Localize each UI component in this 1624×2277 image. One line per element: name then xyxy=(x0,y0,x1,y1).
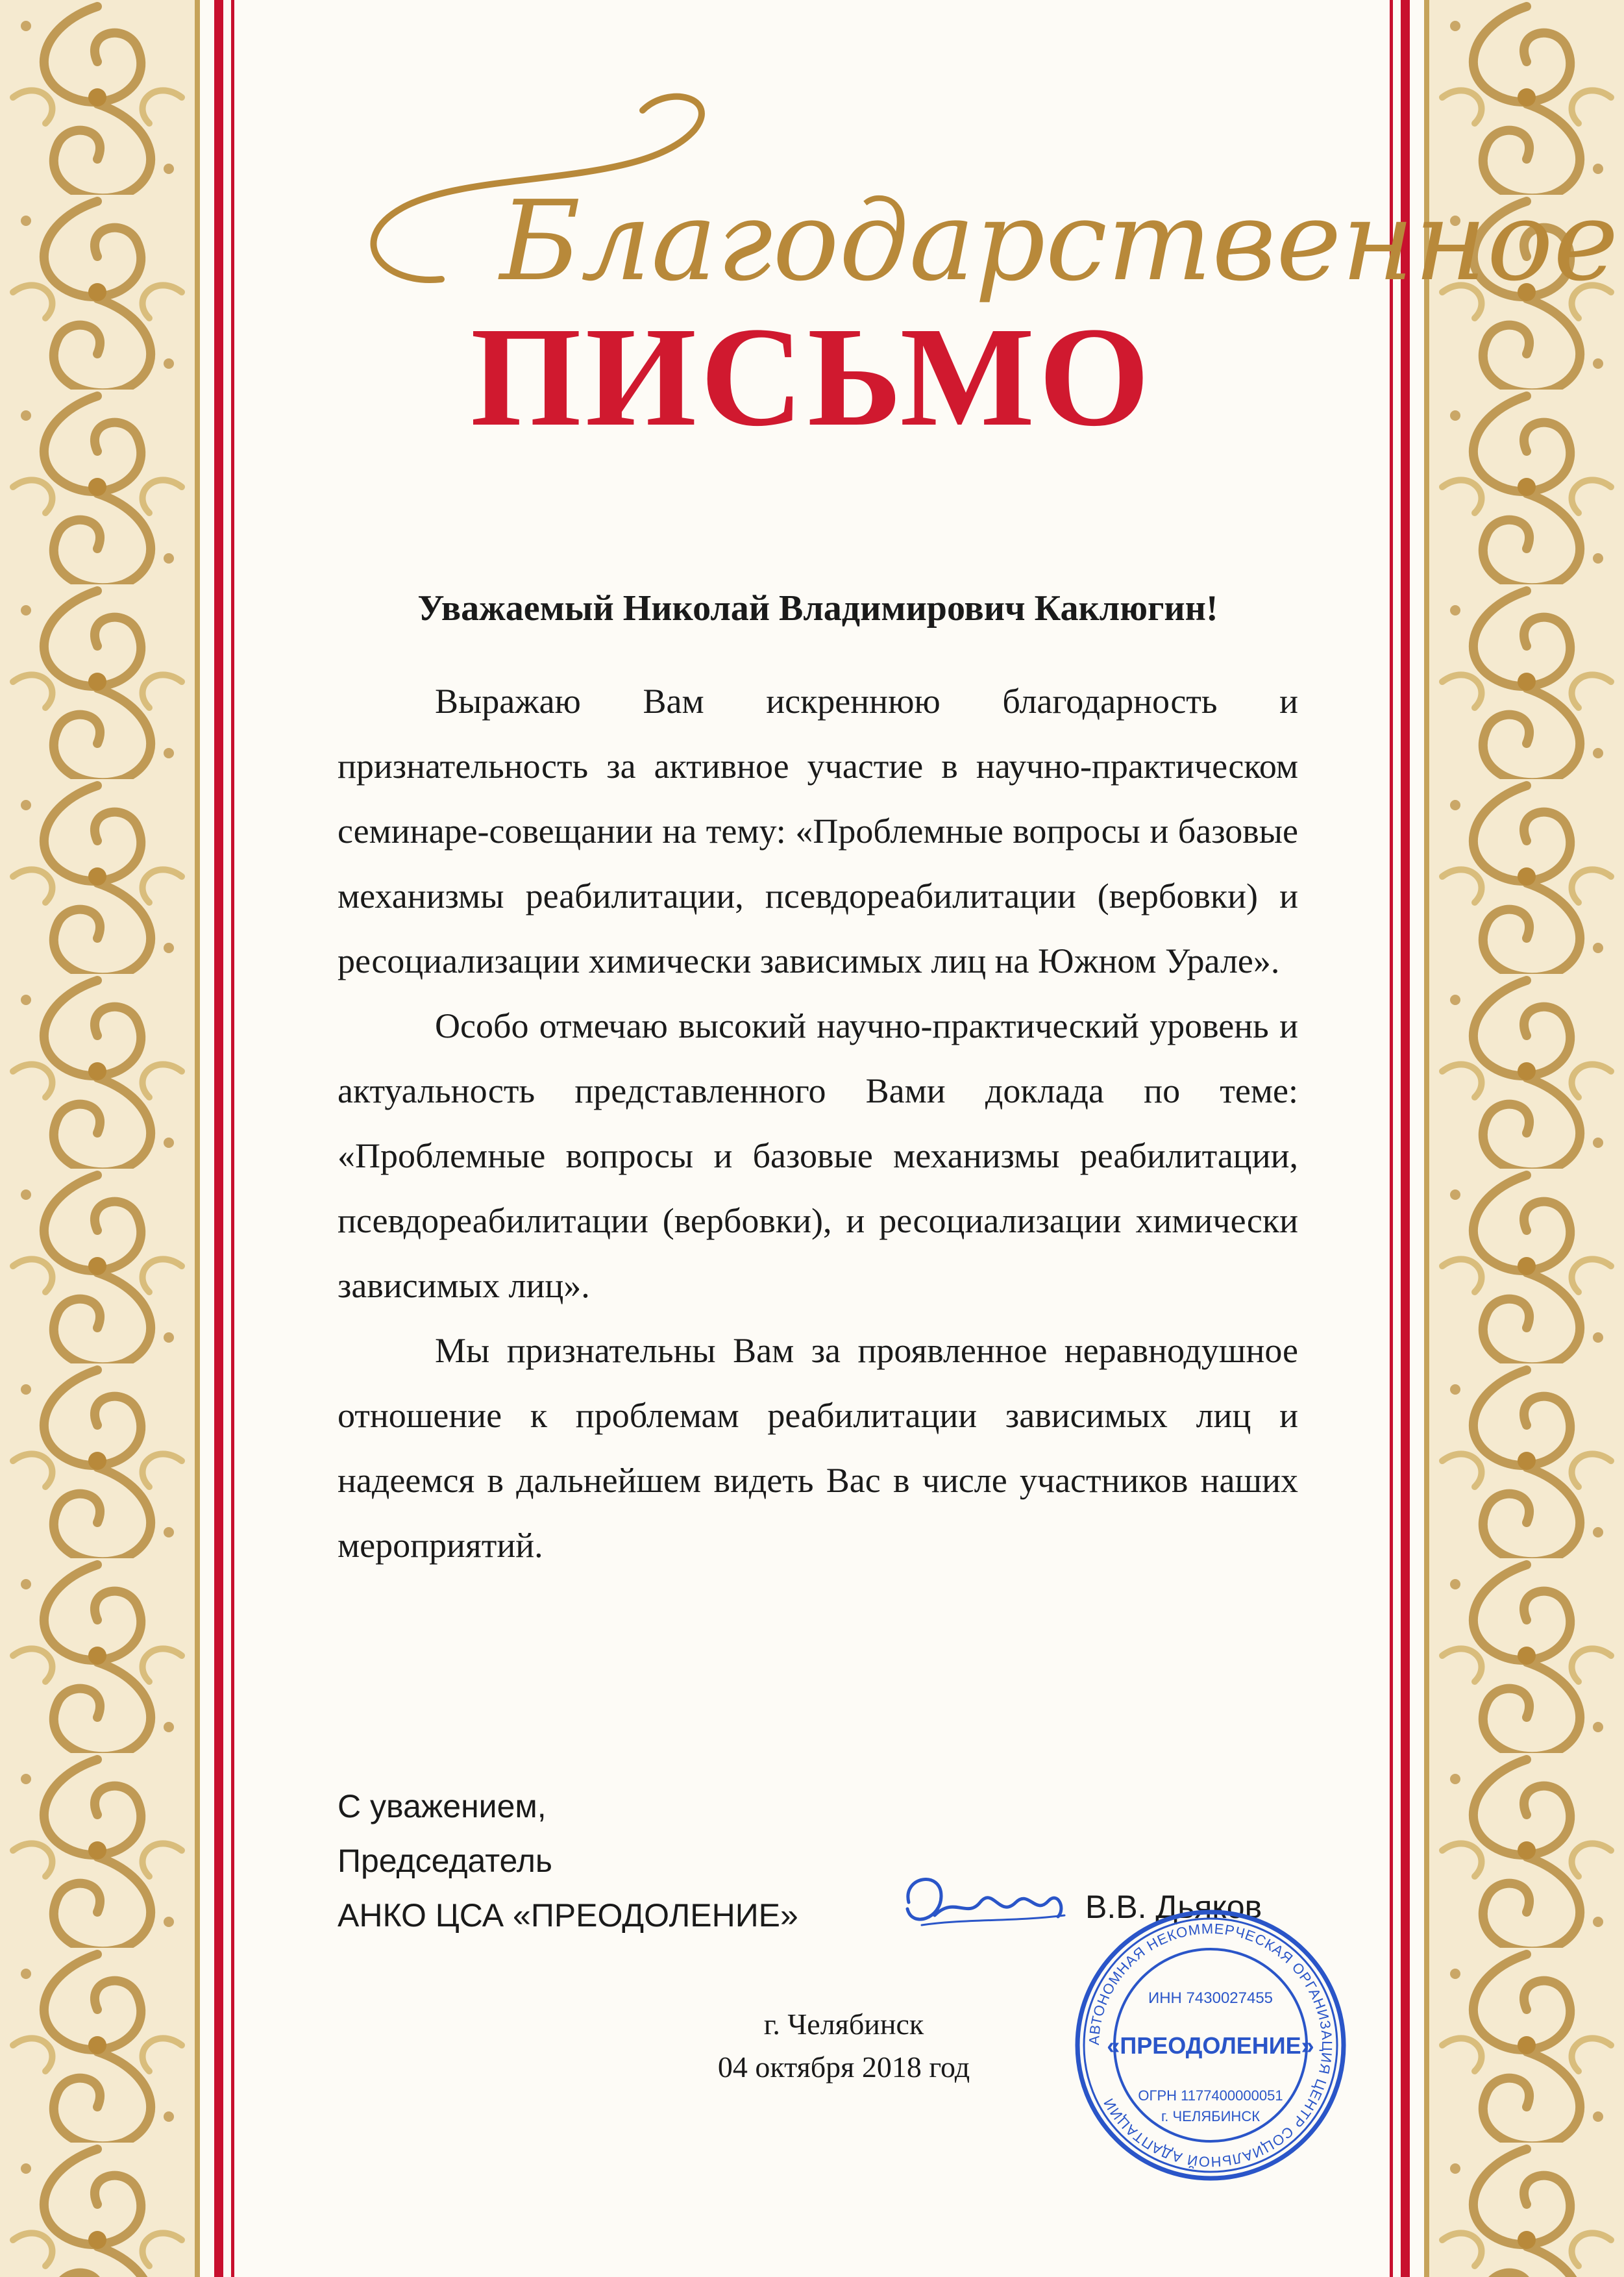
place-date-block xyxy=(675,2003,1013,2089)
closing-organization: АНКО ЦСА «ПРЕОДОЛЕНИЕ» xyxy=(338,1897,798,1934)
closing-position: Председатель xyxy=(338,1843,552,1879)
title-script xyxy=(305,71,1619,318)
stamp-center-name: «ПРЕОДОЛЕНИЕ» xyxy=(1107,2032,1314,2059)
greeting: Уважаемый Николай Владимирович Каклюгин! xyxy=(417,588,1218,628)
stamp-ogrn: ОГРН 1177400000051 xyxy=(1138,2087,1283,2104)
stamp-inn: ИНН 7430027455 xyxy=(1148,1989,1273,2007)
letter-body xyxy=(338,669,1298,1578)
title-script-text: Благодарственное xyxy=(500,177,1619,306)
title-main: ПИСЬМО xyxy=(470,297,1154,456)
official-stamp xyxy=(1071,1906,1350,2185)
paragraph-1: Выражаю Вам искреннюю благодарность и признательность за активное участие в научно-практическом семинаре-совещании на тему: «Проблемные вопросы и базовые механизмы реабилитации, псевдореабилитации (вербовки) и ресоциализации химически зависимых лиц на Южном Урале». xyxy=(338,682,1298,980)
paragraph-2: Особо отмечаю высокий научно-практический уровень и актуальность представленного Вами доклада по теме: «Проблемные вопросы и базовые механизмы реабилитации, псевдореабилитации (вербовки), и ресоциализации химически зависимых лиц». xyxy=(338,1006,1298,1305)
handwritten-signature xyxy=(896,1857,1077,1941)
signer-name: В.В. Дьяков xyxy=(1085,1889,1262,1925)
closing-block xyxy=(338,1779,798,1943)
closing-regards: С уважением, xyxy=(338,1788,547,1824)
city: г. Челябинск xyxy=(763,2008,924,2041)
date: 04 октября 2018 год xyxy=(717,2050,970,2084)
stamp-city: г. ЧЕЛЯБИНСК xyxy=(1161,2108,1261,2124)
stamp-ring-text: АВТОНОМНАЯ НЕКОММЕРЧЕСКАЯ ОРГАНИЗАЦИЯ ЦЕНТР СОЦИАЛЬНОЙ АДАПТАЦИИ xyxy=(1085,1920,1336,2171)
paragraph-3: Мы признательны Вам за проявленное неравнодушное отношение к проблемам реабилитации зависимых лиц и надеемся в дальнейшем видеть Вас в числе участников наших мероприятий. xyxy=(338,1331,1298,1565)
